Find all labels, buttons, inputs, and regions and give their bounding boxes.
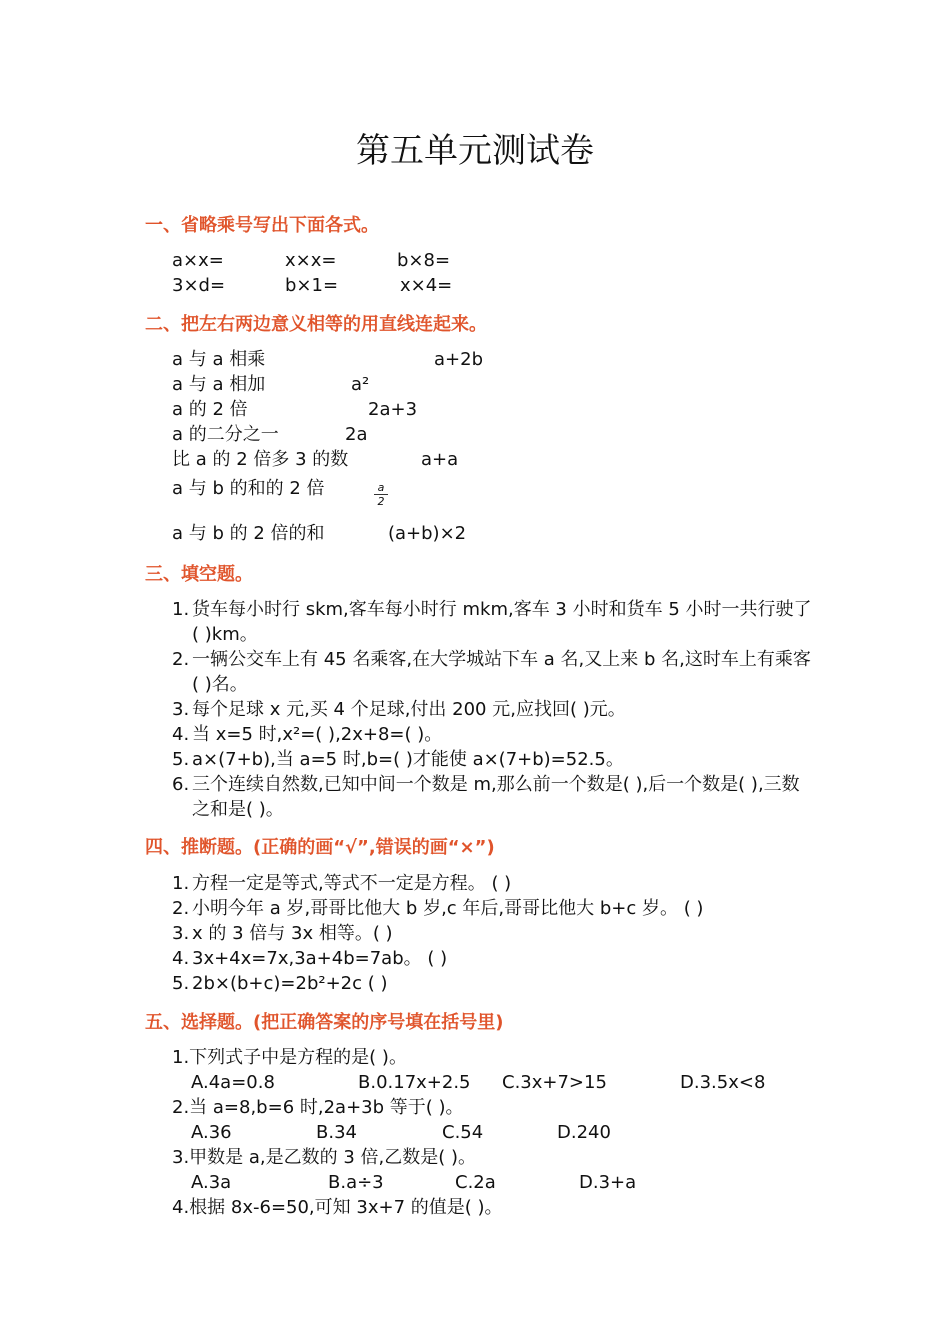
s1-r2-c3: x×4= <box>400 275 453 296</box>
s3-item-3-number: 3. <box>172 699 190 720</box>
s2-left-6: a 与 b 的和的 2 倍 <box>172 478 325 499</box>
s5-question-3: 3.甲数是 a,是乙数的 3 倍,乙数是( )。 <box>172 1147 477 1168</box>
s3-item-1-number: 1. <box>172 599 190 620</box>
s3-item-3-text: 每个足球 x 元,买 4 个足球,付出 200 元,应找回( )元。 <box>192 699 626 720</box>
section-2-heading: 二、把左右两边意义相等的用直线连起来。 <box>145 314 487 335</box>
s2-right-6-fraction <box>374 481 388 508</box>
section-4-heading: 四、推断题。(正确的画“√”,错误的画“×”) <box>145 837 495 858</box>
s5-question-1: 1.下列式子中是方程的是( )。 <box>172 1047 407 1068</box>
fraction-numerator: a <box>377 481 385 494</box>
s3-item-6-text: 三个连续自然数,已知中间一个数是 m,那么前一个数是( ),后一个数是( ),三数之和是( )。 <box>192 774 800 820</box>
s4-item-1 <box>172 871 812 896</box>
s5-question-2: 2.当 a=8,b=6 时,2a+3b 等于( )。 <box>172 1097 464 1118</box>
s5-q2-option-d: D.240 <box>557 1122 611 1143</box>
s5-question-4: 4.根据 8x-6=50,可知 3x+7 的值是( )。 <box>172 1197 503 1218</box>
section-3-heading: 三、填空题。 <box>145 564 253 585</box>
s3-item-4-text: 当 x=5 时,x²=( ),2x+8=( )。 <box>192 724 443 745</box>
s5-q2-option-c: C.54 <box>442 1122 484 1143</box>
s3-item-5-text: a×(7+b),当 a=5 时,b=( )才能使 a×(7+b)=52.5。 <box>192 749 624 770</box>
s5-q3-option-c: C.2a <box>455 1172 496 1193</box>
s4-item-3 <box>172 921 812 946</box>
s2-left-7: a 与 b 的 2 倍的和 <box>172 523 325 544</box>
s5-q2-option-b: B.34 <box>316 1122 357 1143</box>
s4-item-1-text: 方程一定是等式,等式不一定是方程。 ( ) <box>192 873 512 894</box>
s4-item-5-number: 5. <box>172 973 190 994</box>
page-title: 第五单元测试卷 <box>356 131 594 171</box>
s3-item-5-number: 5. <box>172 749 190 770</box>
s1-r1-c1: a×x= <box>172 250 224 271</box>
s3-item-5 <box>172 747 812 772</box>
s2-right-2: a² <box>351 374 370 395</box>
s5-q3-option-b: B.a÷3 <box>328 1172 384 1193</box>
s2-left-2: a 与 a 相加 <box>172 374 266 395</box>
s4-item-3-number: 3. <box>172 923 190 944</box>
s4-item-2-number: 2. <box>172 898 190 919</box>
s2-left-5: 比 a 的 2 倍多 3 的数 <box>172 449 349 470</box>
s2-right-3: 2a+3 <box>368 399 418 420</box>
s3-item-6 <box>172 772 812 822</box>
s4-item-5 <box>172 971 812 996</box>
s4-item-4-text: 3x+4x=7x,3a+4b=7ab。 ( ) <box>192 948 448 969</box>
s2-right-4: 2a <box>345 424 368 445</box>
s3-item-2 <box>172 647 812 697</box>
s4-item-5-text: 2b×(b+c)=2b²+2c ( ) <box>192 973 388 994</box>
s5-q2-option-a: A.36 <box>191 1122 232 1143</box>
s4-item-4-number: 4. <box>172 948 190 969</box>
s3-item-6-number: 6. <box>172 774 190 795</box>
s1-r1-c3: b×8= <box>397 250 451 271</box>
section-5-heading: 五、选择题。(把正确答案的序号填在括号里) <box>145 1012 504 1033</box>
s2-right-5: a+a <box>421 449 459 470</box>
s4-item-2 <box>172 896 812 921</box>
s5-q1-option-a: A.4a=0.8 <box>191 1072 275 1093</box>
s2-right-1: a+2b <box>434 349 483 370</box>
s3-item-1 <box>172 597 812 647</box>
s4-item-1-number: 1. <box>172 873 190 894</box>
s1-r1-c2: x×x= <box>285 250 337 271</box>
s4-item-2-text: 小明今年 a 岁,哥哥比他大 b 岁,c 年后,哥哥比他大 b+c 岁。 ( ) <box>192 898 704 919</box>
s2-right-7: (a+b)×2 <box>388 523 467 544</box>
s5-q1-option-b: B.0.17x+2.5 <box>358 1072 471 1093</box>
s3-item-3 <box>172 697 812 722</box>
s5-q1-option-c: C.3x+7>15 <box>502 1072 607 1093</box>
s4-item-4 <box>172 946 812 971</box>
s3-item-2-number: 2. <box>172 649 190 670</box>
s3-item-4 <box>172 722 812 747</box>
fraction-denominator: 2 <box>374 494 388 508</box>
s1-r2-c1: 3×d= <box>172 275 226 296</box>
s5-q3-option-a: A.3a <box>191 1172 232 1193</box>
s2-left-1: a 与 a 相乘 <box>172 349 266 370</box>
s3-item-2-text: 一辆公交车上有 45 名乘客,在大学城站下车 a 名,又上来 b 名,这时车上有乘客( )名。 <box>192 649 811 695</box>
section-1-heading: 一、省略乘号写出下面各式。 <box>145 215 379 236</box>
s4-item-3-text: x 的 3 倍与 3x 相等。( ) <box>192 923 393 944</box>
s3-item-1-text: 货车每小时行 skm,客车每小时行 mkm,客车 3 小时和货车 5 小时一共行驶了( )km。 <box>192 599 812 645</box>
s2-left-3: a 的 2 倍 <box>172 399 248 420</box>
s5-q3-option-d: D.3+a <box>579 1172 637 1193</box>
s3-item-4-number: 4. <box>172 724 190 745</box>
s1-r2-c2: b×1= <box>285 275 339 296</box>
s5-q1-option-d: D.3.5x<8 <box>680 1072 766 1093</box>
s2-left-4: a 的二分之一 <box>172 424 279 445</box>
